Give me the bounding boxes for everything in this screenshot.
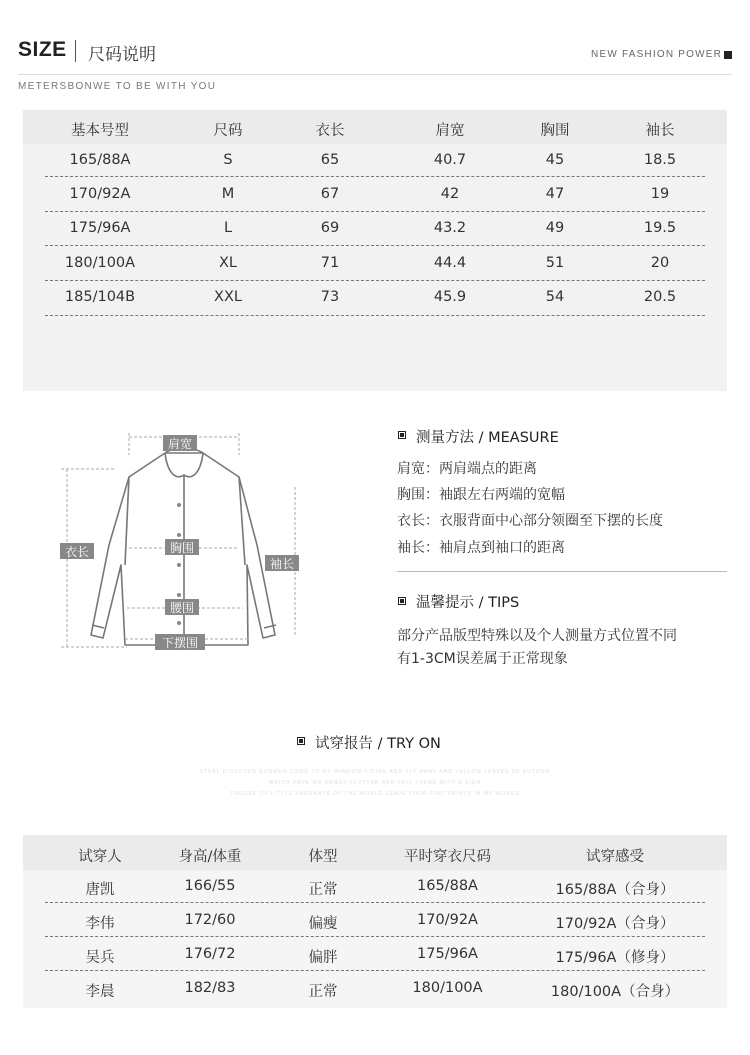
decorative-text: WHICH HAVE NO SONGS FLUTTER AND FALL THERE WITH A SIGH [268,780,482,786]
measure-title: 测量方法 / MEASURE [416,430,559,446]
size-cell: S [223,152,233,168]
size-cell: 18.5 [643,152,677,168]
size-cell: 180/100A [64,255,136,271]
tips-line: 部分产品版型特殊以及个人测量方式位置不同 [397,628,677,644]
tryon-cell: 165/88A [417,878,478,894]
size-col-header: 尺码 [213,123,243,139]
size-cell: XXL [214,289,242,305]
row-divider [45,970,705,971]
size-cell: L [223,220,233,236]
size-heading: SIZE [18,38,67,61]
bullet-icon [297,737,305,745]
size-cell: 165/88A [69,152,131,168]
measure-line: 肩宽：两肩端点的距离 [397,461,537,477]
tryon-cell: 正常 [308,882,338,898]
size-cell: 40.7 [433,152,467,168]
size-cell: 19.5 [643,220,677,236]
brand-subtitle: METERSBONWE TO BE WITH YOU [18,81,217,92]
tryon-cell: 正常 [308,984,338,1000]
shoulder-label: 肩宽 [167,437,193,451]
tryon-cell: 170/92A（合身） [555,916,675,932]
measure-line: 袖长：袖肩点到袖口的距离 [397,540,565,556]
size-cell: 67 [320,186,340,202]
header-rule [18,74,732,75]
tryon-col-header: 体型 [308,849,338,865]
size-cell: 185/104B [64,289,136,305]
measure-line: 胸围：袖跟左右两端的宽幅 [397,487,565,503]
size-col-header: 袖长 [645,123,675,139]
row-divider [45,280,705,281]
tryon-cell: 吴兵 [85,950,115,966]
tryon-cell: 180/100A（合身） [550,984,680,1000]
size-col-header: 衣长 [315,123,345,139]
tryon-cell: 175/96A（修身） [555,950,675,966]
tryon-cell: 偏瘦 [308,916,338,932]
size-cell: 71 [320,255,340,271]
size-cell: 73 [320,289,340,305]
brand-slogan: NEW FASHION POWER [591,49,722,60]
heading-divider [75,40,76,62]
size-col-header: 肩宽 [435,123,465,139]
tryon-col-header: 身高/体重 [178,849,242,865]
tips-title: 温馨提示 / TIPS [416,595,520,611]
bullet-icon [398,597,406,605]
size-cell: 49 [545,220,565,236]
waist-label: 腰围 [169,601,195,615]
size-cell: 65 [320,152,340,168]
size-col-header: 基本号型 [71,123,129,139]
size-cell: 69 [320,220,340,236]
row-divider [45,936,705,937]
size-cell: 19 [650,186,670,202]
tryon-cell: 李晨 [85,984,115,1000]
tryon-title: 试穿报告 / TRY ON [315,736,441,752]
tryon-cell: 172/60 [184,912,236,928]
size-cell: 42 [440,186,460,202]
size-cell: 45 [545,152,565,168]
size-cell: 45.9 [433,289,467,305]
size-cell: 54 [545,289,565,305]
size-cell: XL [218,255,237,271]
tryon-cell: 180/100A [412,980,483,996]
tryon-col-header: 试穿感受 [586,849,644,865]
size-cell: 20.5 [643,289,677,305]
length-label: 衣长 [64,545,90,559]
row-divider [45,902,705,903]
size-guide-title: 尺码说明 [88,45,156,65]
tryon-cell: 182/83 [184,980,236,996]
size-cell: 20 [650,255,670,271]
section-divider [397,571,727,572]
size-cell: 43.2 [433,220,467,236]
row-divider [45,176,705,177]
decorative-text: STEAL DISCOVER SUMMER COME TO MY WINDOW TIDING AND FLY AWAY AND YELLOW LEAVES OF AUTUMN [199,769,551,775]
row-divider [45,245,705,246]
shirt-diagram [55,425,315,660]
tryon-cell: 176/72 [184,946,236,962]
tryon-col-header: 平时穿衣尺码 [404,849,491,865]
hem-label: 下摆围 [161,636,199,650]
size-cell: 51 [545,255,565,271]
row-divider [45,315,705,316]
size-cell: 170/92A [69,186,131,202]
tryon-cell: 偏胖 [308,950,338,966]
sleeve-label: 袖长 [269,557,295,571]
size-cell: 175/96A [69,220,131,236]
tryon-col-header: 试穿人 [78,849,122,865]
tryon-cell: 165/88A（合身） [555,882,675,898]
square-icon [724,51,732,59]
tryon-cell: 166/55 [184,878,236,894]
decorative-text: TROUPE OF LITTLE VAGRANTS OF THE WORLD LEAVE YOUR FOOTPRINTS IN MY WORDS [230,791,520,797]
size-cell: 44.4 [433,255,467,271]
row-divider [45,211,705,212]
measure-line: 衣长：衣服背面中心部分领圈至下摆的长度 [397,513,663,529]
tryon-cell: 李伟 [85,916,115,932]
size-cell: 47 [545,186,565,202]
size-col-header: 胸围 [540,123,570,139]
tryon-cell: 唐凯 [85,882,115,898]
chest-label: 胸围 [169,541,195,555]
bullet-icon [398,431,406,439]
tryon-cell: 170/92A [417,912,478,928]
size-cell: M [221,186,235,202]
tryon-cell: 175/96A [417,946,478,962]
tips-line: 有1-3CM误差属于正常现象 [397,651,568,667]
